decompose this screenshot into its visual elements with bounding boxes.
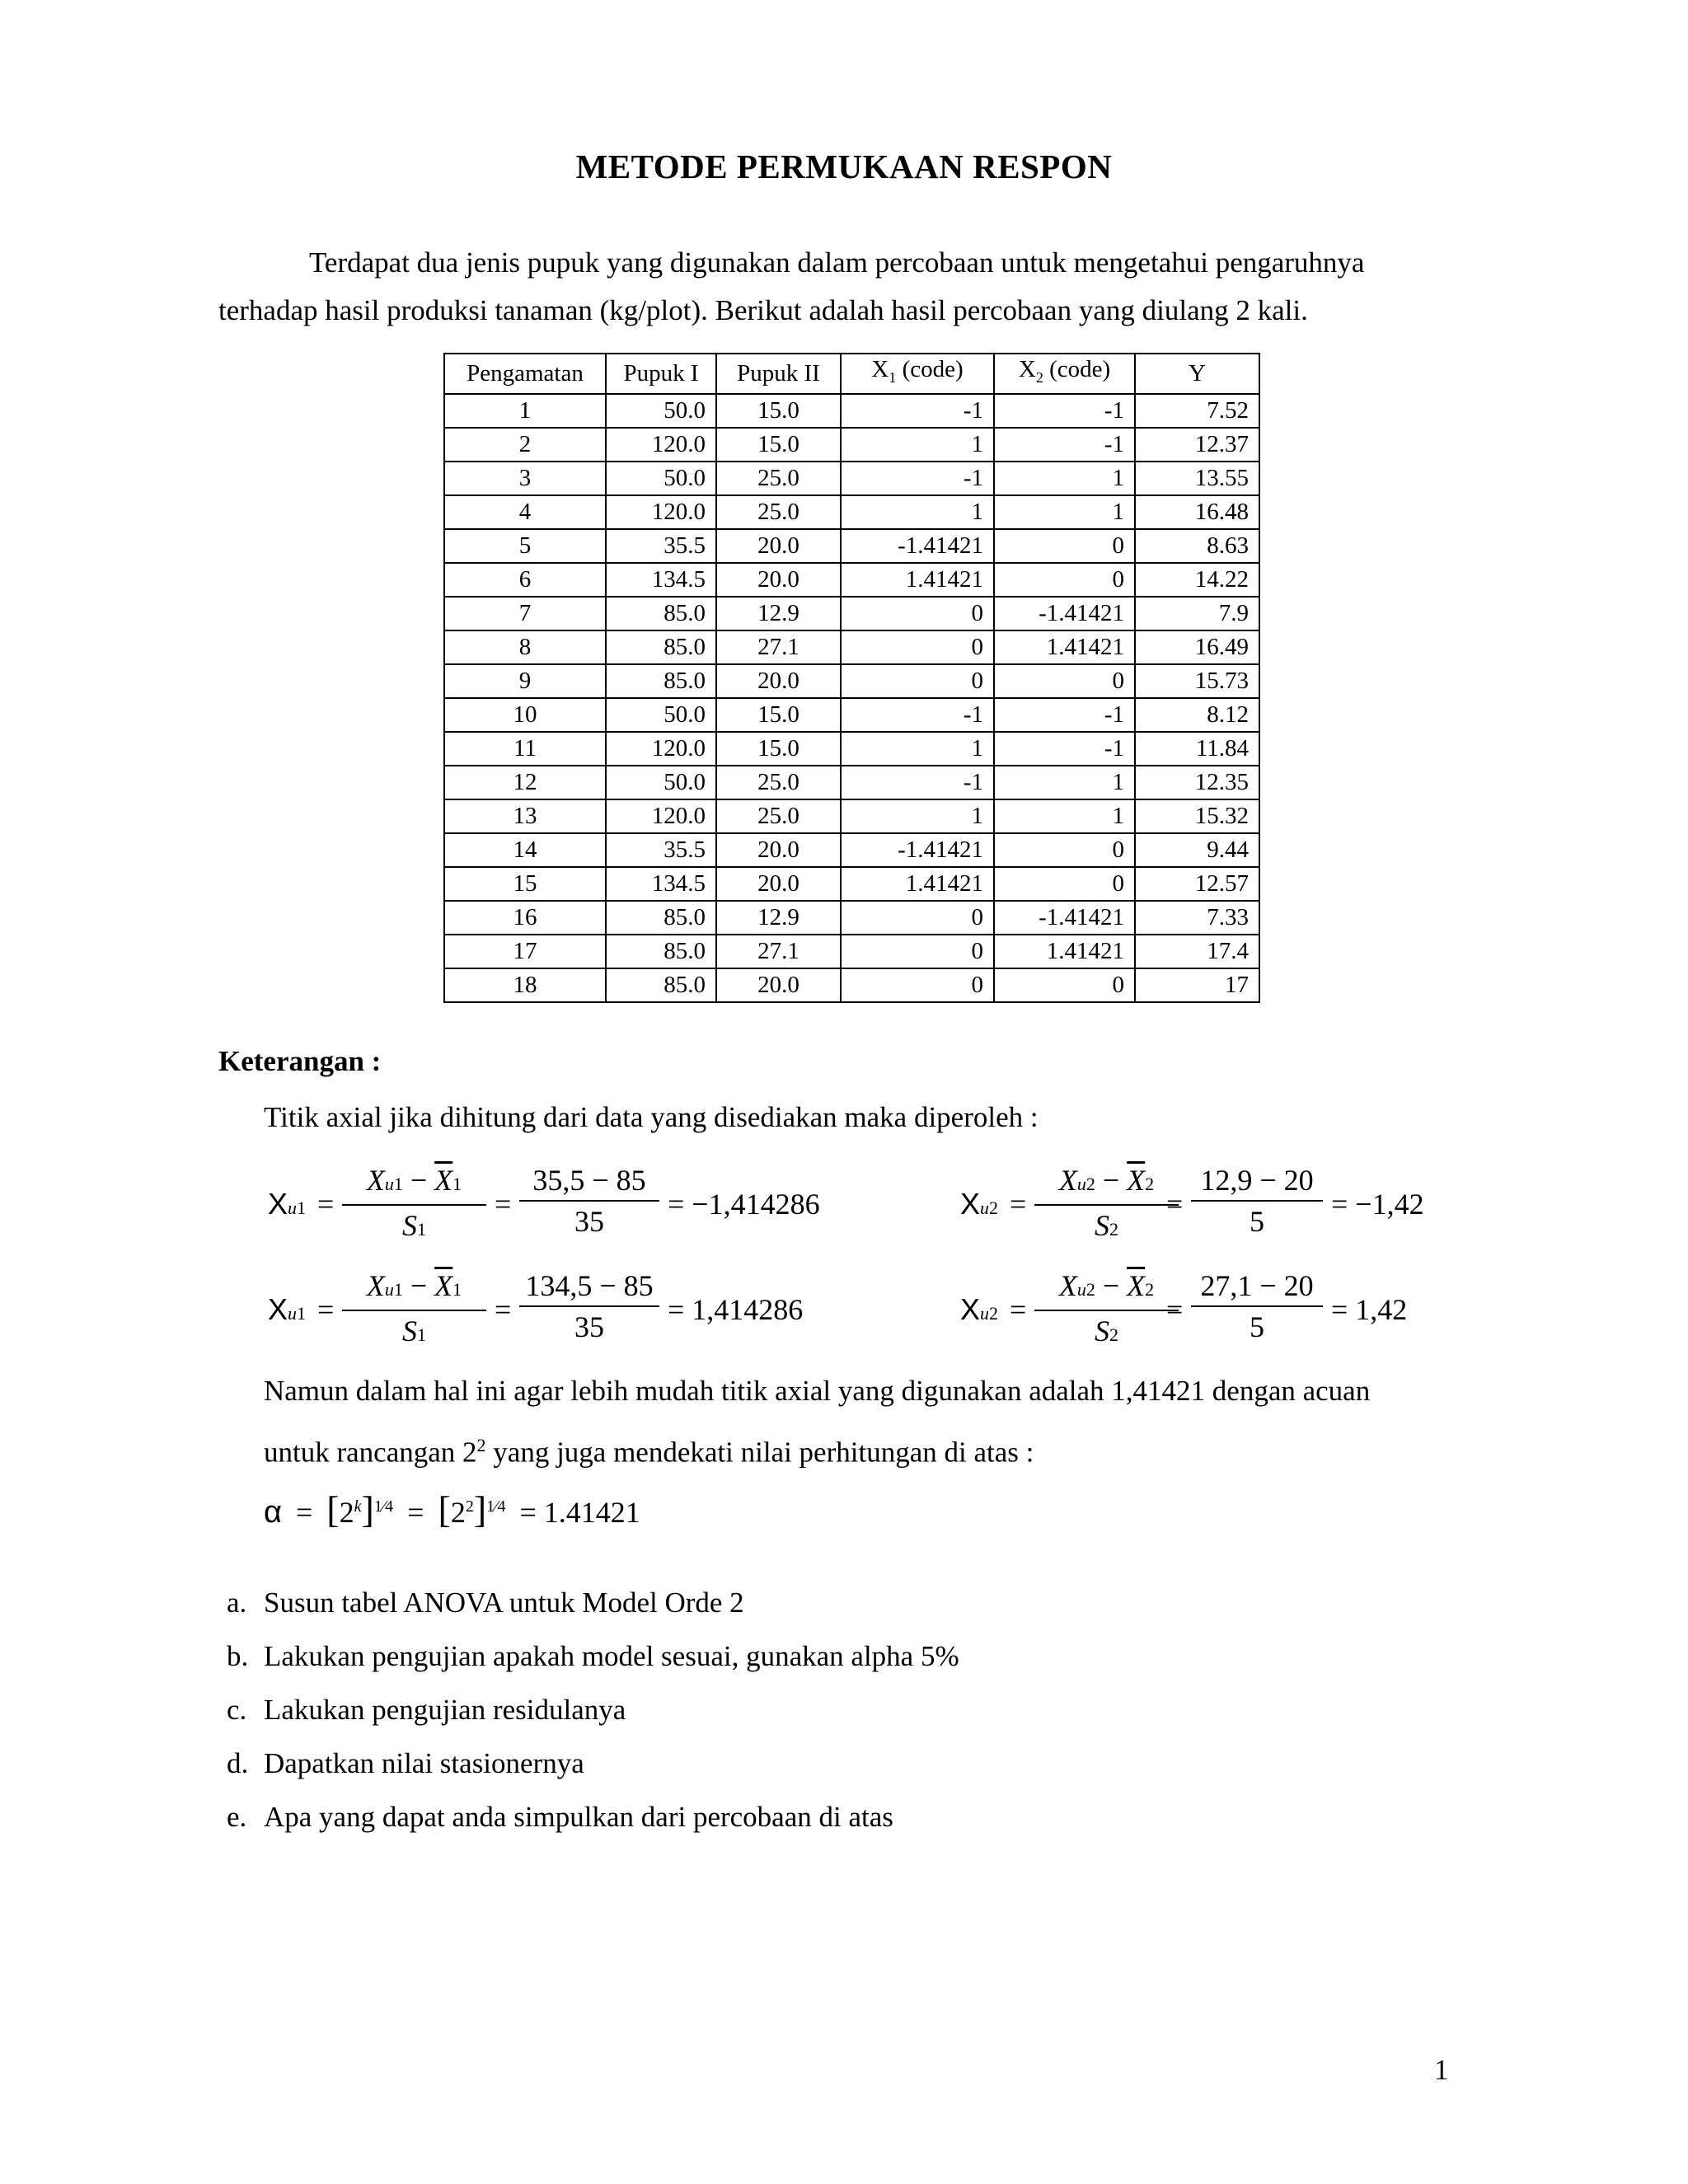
- table-cell: 85.0: [606, 935, 716, 968]
- table-cell: 15: [444, 867, 606, 901]
- table-cell: 1.41421: [994, 935, 1135, 968]
- eq3-result: = 1,414286: [668, 1293, 804, 1326]
- table-cell: 12: [444, 766, 606, 799]
- equation-4: Xu2 = $Xu2 - \overline{X}2$ S2 = 27,1 − 20 5 = 1,42: [960, 1269, 1408, 1347]
- table-cell: 0: [841, 901, 994, 935]
- table-cell: 50.0: [606, 462, 716, 495]
- question-e-label: e.: [227, 1801, 247, 1833]
- question-e-text: Apa yang dapat anda simpulkan dari percobaan di atas: [264, 1801, 893, 1833]
- table-cell: 8.12: [1135, 698, 1259, 732]
- header-pengamatan: Pengamatan: [444, 354, 606, 394]
- table-cell: 85.0: [606, 901, 716, 935]
- table-cell: -1: [841, 698, 994, 732]
- question-a-label: a.: [227, 1586, 247, 1619]
- table-cell: 0: [994, 867, 1135, 901]
- table-cell: 12.9: [716, 901, 841, 935]
- table-cell: -1: [994, 698, 1135, 732]
- table-cell: 120.0: [606, 732, 716, 766]
- table-cell: 27.1: [716, 630, 841, 664]
- eq4-result: = 1,42: [1331, 1293, 1408, 1326]
- table-row: [444, 766, 1259, 799]
- table-row: [444, 867, 1259, 901]
- table-cell: 9: [444, 664, 606, 698]
- table-cell: 50.0: [606, 766, 716, 799]
- table-cell: 15.0: [716, 428, 841, 462]
- table-cell: 17.4: [1135, 935, 1259, 968]
- table-cell: 15.0: [716, 394, 841, 428]
- page-number: 1: [1434, 2054, 1449, 2086]
- table-cell: 1: [444, 394, 606, 428]
- namun-line-2b: yang juga mendekati nilai perhitungan di atas :: [485, 1436, 1034, 1469]
- table-cell: 85.0: [606, 968, 716, 1002]
- table-cell: 16: [444, 901, 606, 935]
- table-row: [444, 833, 1259, 867]
- table-cell: 8: [444, 630, 606, 664]
- question-d: [227, 1747, 584, 1780]
- table-cell: 3: [444, 462, 606, 495]
- table-cell: 15.0: [716, 698, 841, 732]
- table-cell: 8.63: [1135, 529, 1259, 563]
- table-cell: 11.84: [1135, 732, 1259, 766]
- table-cell: 12.9: [716, 597, 841, 630]
- intro-paragraph: [218, 239, 1471, 335]
- eq2-result: = −1,42: [1331, 1188, 1424, 1221]
- eq4-numerator: 27,1 − 20: [1200, 1269, 1314, 1302]
- table-cell: 1: [994, 766, 1135, 799]
- table-header-row: [444, 354, 1259, 394]
- table-cell: 2: [444, 428, 606, 462]
- equation-3: Xu1 = $Xu1 - \overline{X}1$ S1 = 134,5 − 85 35 = 1,414286: [268, 1269, 804, 1347]
- table-row: [444, 462, 1259, 495]
- table-cell: 1: [841, 799, 994, 833]
- table-cell: 25.0: [716, 495, 841, 529]
- question-d-label: d.: [227, 1747, 249, 1779]
- table-cell: 16.49: [1135, 630, 1259, 664]
- table-cell: 50.0: [606, 698, 716, 732]
- table-cell: 120.0: [606, 799, 716, 833]
- table-cell: 17: [444, 935, 606, 968]
- table-cell: 15.32: [1135, 799, 1259, 833]
- table-cell: 15.73: [1135, 664, 1259, 698]
- table-cell: 17: [1135, 968, 1259, 1002]
- table-cell: -1: [994, 732, 1135, 766]
- table-cell: 35.5: [606, 529, 716, 563]
- table-cell: 1.41421: [994, 630, 1135, 664]
- table-cell: 14.22: [1135, 563, 1259, 597]
- eq4-denominator: 5: [1250, 1310, 1264, 1343]
- table-cell: 1: [994, 799, 1135, 833]
- eq1-denominator: 35: [574, 1205, 604, 1238]
- table-cell: 12.37: [1135, 428, 1259, 462]
- table-cell: 1: [994, 495, 1135, 529]
- table-cell: -1: [841, 462, 994, 495]
- table-cell: 12.35: [1135, 766, 1259, 799]
- table-cell: 25.0: [716, 462, 841, 495]
- table-cell: 25.0: [716, 799, 841, 833]
- table-row: [444, 664, 1259, 698]
- table-cell: 20.0: [716, 867, 841, 901]
- namun-line-2-sup: 2: [476, 1435, 486, 1455]
- table-cell: 11: [444, 732, 606, 766]
- table-cell: 18: [444, 968, 606, 1002]
- table-cell: 7.33: [1135, 901, 1259, 935]
- table-cell: 0: [994, 563, 1135, 597]
- table-cell: 6: [444, 563, 606, 597]
- question-a: [227, 1586, 744, 1619]
- table-cell: 0: [994, 664, 1135, 698]
- table-cell: 1.41421: [841, 867, 994, 901]
- table-cell: -1: [841, 394, 994, 428]
- table-cell: 0: [994, 968, 1135, 1002]
- table-cell: 134.5: [606, 867, 716, 901]
- table-cell: 0: [841, 664, 994, 698]
- alpha-equation: $\alpha = [2^k]^{1⁄4} = [2^2]^{1⁄4} = 1.41421$: [264, 1488, 640, 1530]
- table-row: [444, 563, 1259, 597]
- table-cell: 0: [841, 597, 994, 630]
- table-body: [444, 394, 1259, 1002]
- table-cell: 0: [841, 630, 994, 664]
- namun-line-2a: untuk rancangan 2: [264, 1436, 477, 1469]
- keterangan-label: Keterangan :: [218, 1045, 382, 1077]
- table-cell: 0: [994, 833, 1135, 867]
- table-cell: 85.0: [606, 664, 716, 698]
- table-row: [444, 732, 1259, 766]
- table-cell: 85.0: [606, 597, 716, 630]
- intro-line-2: terhadap hasil produksi tanaman (kg/plot). Berikut adalah hasil percobaan yang diulang 2 kali.: [218, 294, 1308, 326]
- question-d-text: Dapatkan nilai stasionernya: [264, 1747, 584, 1779]
- table-cell: 20.0: [716, 563, 841, 597]
- table-cell: 9.44: [1135, 833, 1259, 867]
- table-cell: 5: [444, 529, 606, 563]
- eq2-numerator: 12,9 − 20: [1200, 1164, 1314, 1197]
- header-x1: $X_1$ (code): [841, 354, 994, 394]
- table-cell: 20.0: [716, 833, 841, 867]
- keterangan-text: Titik axial jika dihitung dari data yang disediakan maka diperoleh :: [264, 1101, 1039, 1133]
- equation-1: Xu1 = $Xu1 - \overline{X}1$ S1 = 35,5 − 85 35 = −1,414286: [268, 1164, 820, 1242]
- table-cell: 1.41421: [841, 563, 994, 597]
- table-cell: 16.48: [1135, 495, 1259, 529]
- table-cell: -1: [841, 766, 994, 799]
- table-cell: 27.1: [716, 935, 841, 968]
- table-cell: 1: [841, 732, 994, 766]
- data-table: [443, 353, 1260, 1003]
- table-cell: 14: [444, 833, 606, 867]
- question-b-text: Lakukan pengujian apakah model sesuai, gunakan alpha 5%: [264, 1640, 959, 1672]
- table-row: [444, 529, 1259, 563]
- table-cell: 120.0: [606, 495, 716, 529]
- header-pupuk-1: Pupuk I: [606, 354, 716, 394]
- table-cell: 0: [841, 935, 994, 968]
- table-cell: 1: [841, 428, 994, 462]
- table-cell: 134.5: [606, 563, 716, 597]
- table-row: [444, 630, 1259, 664]
- question-a-text: Susun tabel ANOVA untuk Model Orde 2: [264, 1586, 744, 1619]
- table-cell: 85.0: [606, 630, 716, 664]
- table-cell: 20.0: [716, 529, 841, 563]
- table-row: [444, 935, 1259, 968]
- table-cell: 10: [444, 698, 606, 732]
- table-cell: -1.41421: [994, 597, 1135, 630]
- table-cell: -1: [994, 428, 1135, 462]
- table-row: [444, 597, 1259, 630]
- table-row: [444, 394, 1259, 428]
- eq2-denominator: 5: [1250, 1205, 1264, 1238]
- table-cell: 0: [841, 968, 994, 1002]
- table-cell: 4: [444, 495, 606, 529]
- table-cell: 13: [444, 799, 606, 833]
- table-cell: 7.9: [1135, 597, 1259, 630]
- question-c-label: c.: [227, 1694, 247, 1726]
- table-cell: 1: [841, 495, 994, 529]
- question-b-label: b.: [227, 1640, 249, 1672]
- namun-line-1: Namun dalam hal ini agar lebih mudah titik axial yang digunakan adalah 1,41421 dengan acuan: [264, 1375, 1371, 1407]
- table-row: [444, 495, 1259, 529]
- table-cell: 1: [994, 462, 1135, 495]
- question-c: [227, 1694, 626, 1727]
- table-cell: 12.57: [1135, 867, 1259, 901]
- namun-line-2: [264, 1418, 1500, 1480]
- table-row: [444, 901, 1259, 935]
- table-cell: 7: [444, 597, 606, 630]
- alpha-result: = 1.41421: [519, 1496, 640, 1529]
- table-cell: 20.0: [716, 664, 841, 698]
- table-cell: 13.55: [1135, 462, 1259, 495]
- table-row: [444, 428, 1259, 462]
- intro-line-1: Terdapat dua jenis pupuk yang digunakan dalam percobaan untuk mengetahui pengaruhnya: [309, 246, 1365, 279]
- eq3-denominator: 35: [574, 1310, 604, 1343]
- table-cell: 35.5: [606, 833, 716, 867]
- table-row: [444, 968, 1259, 1002]
- table-cell: 120.0: [606, 428, 716, 462]
- table-cell: 25.0: [716, 766, 841, 799]
- eq1-result: = −1,414286: [668, 1188, 820, 1221]
- table-cell: 50.0: [606, 394, 716, 428]
- table-cell: 20.0: [716, 968, 841, 1002]
- header-x2: $X_2$ (code): [994, 354, 1135, 394]
- namun-paragraph: [264, 1364, 1500, 1480]
- question-c-text: Lakukan pengujian residulanya: [264, 1694, 626, 1726]
- page-title: METODE PERMUKAAN RESPON: [575, 148, 1113, 185]
- question-e: [227, 1801, 893, 1834]
- header-y: Y: [1135, 354, 1259, 394]
- question-b: [227, 1640, 959, 1673]
- table-cell: -1.41421: [841, 833, 994, 867]
- table-cell: 0: [994, 529, 1135, 563]
- table-cell: 15.0: [716, 732, 841, 766]
- table-cell: -1: [994, 394, 1135, 428]
- table-row: [444, 698, 1259, 732]
- header-pupuk-2: Pupuk II: [716, 354, 841, 394]
- table-cell: -1.41421: [841, 529, 994, 563]
- table-cell: -1.41421: [994, 901, 1135, 935]
- table-cell: 7.52: [1135, 394, 1259, 428]
- equation-2: Xu2 = $Xu2 - \overline{X}2$ S2 = 12,9 − 20 5 = −1,42: [960, 1164, 1424, 1242]
- eq1-numerator: 35,5 − 85: [532, 1164, 646, 1197]
- eq3-numerator: 134,5 − 85: [525, 1269, 654, 1302]
- table-row: [444, 799, 1259, 833]
